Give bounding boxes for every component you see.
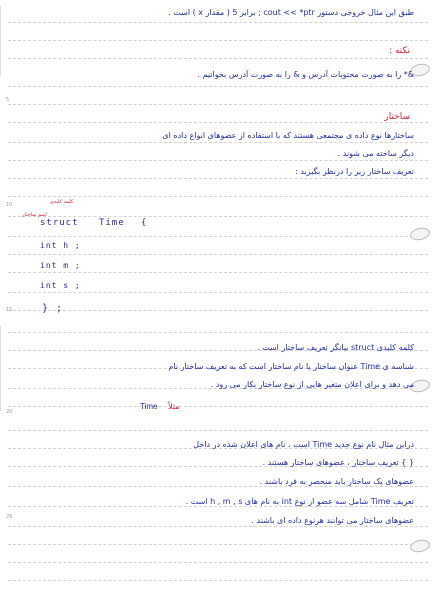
note-heading: نکته : — [389, 46, 410, 56]
paragraph2-line-1: دراین مثال نام نوع جدید Time است ، نام های اعلان شده در داخل — [193, 440, 414, 449]
struct-header — [40, 218, 147, 228]
paragraph2-line-2: { } تعریف ساختار ، عضوهای ساختار هستند . — [262, 458, 414, 467]
rule — [8, 160, 428, 161]
line-number: 10 — [6, 202, 13, 208]
rule — [8, 236, 428, 237]
brace-open: { — [141, 218, 148, 228]
explanation-line-1: کلمه کلیدی struct بیانگر تعریف ساختار است . — [257, 343, 414, 352]
struct-name: Time — [98, 218, 125, 228]
struct-name-annotation: اسم ساختار — [22, 212, 47, 218]
code-member-1: int h ; — [40, 241, 81, 250]
rule — [8, 22, 428, 23]
note-text: &* را به صورت محتویات آدرس و & را به صورت آدرس بخوانیم . — [197, 70, 414, 79]
rule — [8, 40, 428, 41]
rule — [8, 430, 428, 431]
rule — [8, 86, 428, 87]
rule — [8, 254, 428, 255]
paragraph2-line-5: عضوهای ساختار می توانند هرنوع داده ای باشند . — [251, 516, 414, 525]
binder-hole — [409, 538, 431, 554]
rule — [8, 58, 428, 59]
example-type: Time — [140, 402, 158, 411]
rule — [8, 562, 428, 563]
explanation-line-3: می دهد و برای اعلان متغیر هایی از نوع ساختار بکار می رود . — [210, 380, 414, 389]
rule — [8, 310, 428, 311]
rule — [8, 142, 428, 143]
struct-definition-line-3: تعریف ساختار زیر را درنظر بگیرید : — [295, 167, 414, 176]
margin-bar — [0, 326, 1, 411]
keyword-annotation: کلمه کلیدی — [50, 199, 74, 205]
example-label: مثلاً — [168, 402, 180, 411]
struct-definition-line-1: ساختارها نوع داده ی مجتمعی هستند که با استفاده از عضوهای انواع داده ای — [162, 131, 414, 140]
struct-definition-line-2: دیگر ساخته می شوند . — [337, 149, 414, 158]
example-line — [140, 402, 180, 412]
rule — [8, 178, 428, 179]
code-member-3: int s ; — [40, 281, 81, 290]
rule — [8, 216, 428, 217]
rule — [8, 580, 428, 581]
paragraph2-line-4: تعریف Time شامل سه عضو از نوع int به نام های h , m , s است . — [185, 497, 414, 506]
struct-heading: ساختار — [384, 112, 410, 122]
line-number: 15 — [6, 307, 13, 313]
line-number: 20 — [6, 409, 13, 415]
margin-bar — [0, 6, 1, 76]
struct-keyword: struct — [40, 218, 79, 228]
rule — [8, 332, 428, 333]
binder-hole — [409, 226, 431, 242]
paragraph2-line-3: عضوهای یک ساختار باید منحصر به فرد باشند . — [259, 477, 414, 486]
rule — [8, 292, 428, 293]
rule — [8, 272, 428, 273]
rule — [8, 406, 428, 407]
line-number: 25 — [6, 514, 13, 520]
brace-close: } ; — [42, 303, 64, 314]
code-member-2: int m ; — [40, 261, 81, 270]
line-number: 5 — [6, 97, 10, 103]
rule — [8, 544, 428, 545]
rule — [8, 122, 428, 123]
intro-line: طبق این مثال خروجی دستور cout << *ptr ; برابر 5 ( مقدار x ) است . — [168, 8, 414, 17]
rule — [8, 104, 428, 105]
rule — [8, 526, 428, 527]
explanation-line-2: شناسه ی Time عنوان ساختار یا نام ساختار است که به تعریف ساختار نام — [168, 362, 414, 371]
